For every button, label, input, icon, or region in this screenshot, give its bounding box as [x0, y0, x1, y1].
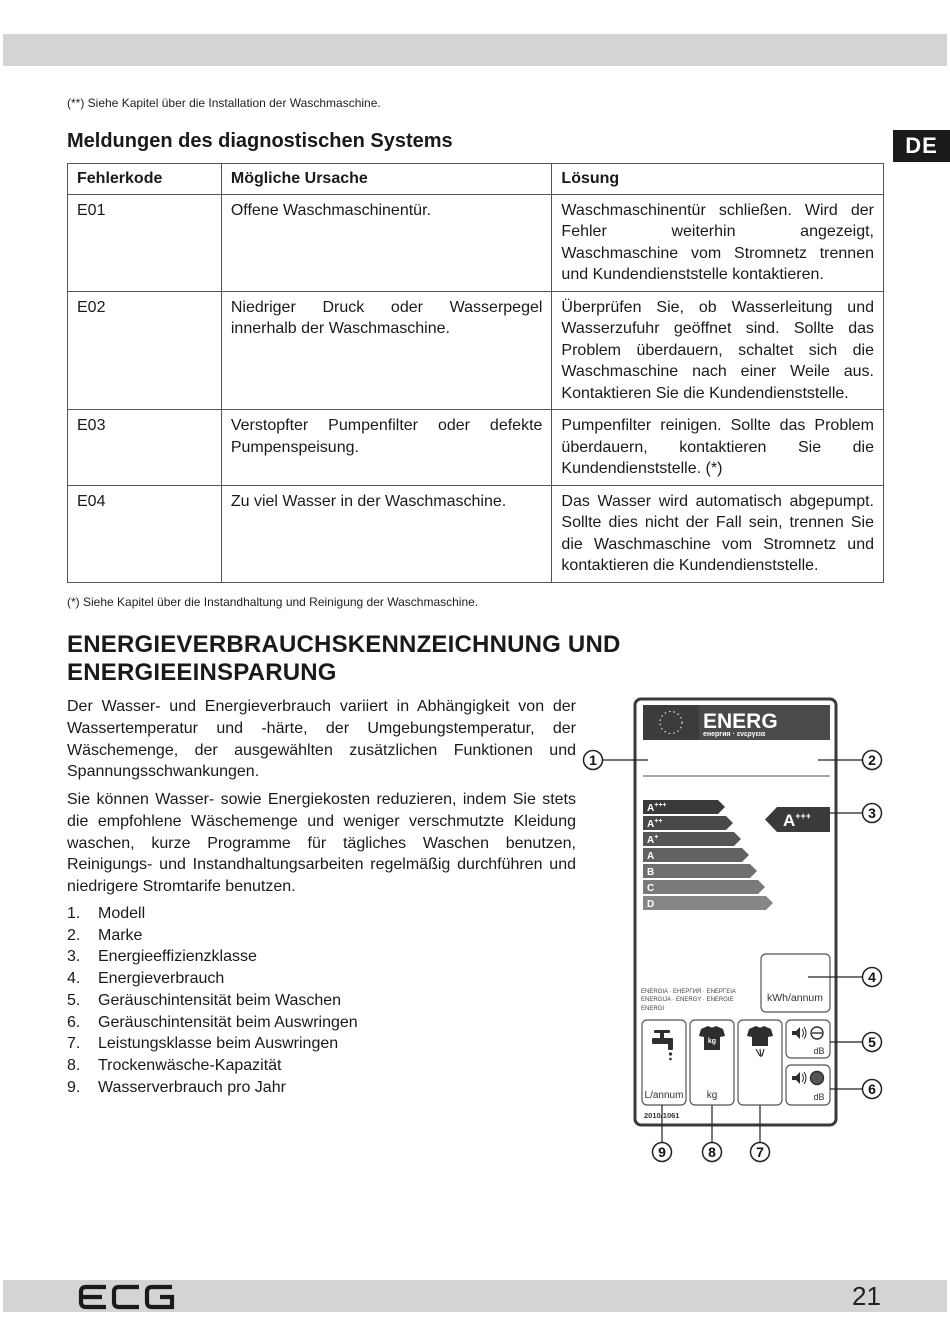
list-item-number: 5.: [67, 991, 81, 1009]
spin-noise-unit: dB: [813, 1092, 825, 1102]
header-bar: [3, 34, 947, 66]
column-header: Lösung: [552, 164, 884, 195]
error-code: E03: [68, 410, 222, 486]
error-solution: Das Wasser wird automatisch abgepumpt. Sollte dies nicht der Fall sein, trennen Sie die Waschmaschine vom Stromnetz und kontaktieren die Kundendienststelle.: [552, 485, 884, 582]
energy-title-line: ENERGIEEINSPARUNG: [67, 659, 337, 686]
maintenance-note: (*) Siehe Kapitel über die Instandhaltung und Reinigung der Waschmaschine.: [67, 595, 479, 609]
error-cause: Zu viel Wasser in der Waschmaschine.: [221, 485, 552, 582]
list-item: [67, 968, 358, 990]
list-item: [67, 1077, 358, 1099]
efficiency-class-label: C: [647, 883, 655, 894]
callout-number: 3: [868, 805, 876, 821]
rating-class: A: [783, 811, 796, 830]
efficiency-class-label: A+++: [647, 802, 667, 814]
energ-subtitle: енергия · ενεργεια: [703, 731, 766, 738]
regulation-number: 2010/1061: [644, 1111, 680, 1120]
shirt-kg-badge: kg: [707, 1038, 717, 1045]
error-cause: Verstopfter Pumpenfilter oder defekte Pumpenspeisung.: [221, 410, 552, 486]
table-row: [68, 291, 884, 410]
list-item-text: Leistungsklasse beim Auswringen: [98, 1035, 339, 1053]
energy-words: ENERGI: [641, 1006, 665, 1012]
error-solution: Überprüfen Sie, ob Wasserleitung und Wasserzufuhr geöffnet sind. Sollte das Problem überdauern, schaltet sich die Waschmaschine nach einer Weile aus. Kontaktieren Sie die Kundendienststelle.: [552, 291, 884, 410]
energy-label-diagram: [580, 690, 890, 1170]
table-row: [68, 194, 884, 291]
callout-number: 5: [868, 1034, 876, 1050]
callout-number: 6: [868, 1081, 876, 1097]
list-item-text: Marke: [98, 926, 143, 944]
error-code: E04: [68, 485, 222, 582]
callout-number: 2: [868, 752, 876, 768]
list-item: [67, 990, 358, 1012]
error-solution: Pumpenfilter reinigen. Sollte das Problem überdauern, kontaktieren Sie die Kundendienststelle. (*): [552, 410, 884, 486]
list-item-text: Energieeffizienzklasse: [98, 948, 257, 966]
eu-flag-icon: [643, 705, 699, 740]
error-code: E02: [68, 291, 222, 410]
energy-words: ENERGIA · ЕНЕРГИЯ · ΕΝΕΡΓΕΙΑ: [641, 989, 736, 995]
list-item-text: Modell: [98, 905, 146, 922]
list-item: [67, 1012, 358, 1034]
energy-words: ENERGIJA · ENERGY · ENERGIE: [641, 997, 734, 1003]
callout-number: 8: [708, 1144, 716, 1160]
error-solution: Waschmaschinentür schließen. Wird der Fehler weiterhin angezeigt, Waschmaschine vom Stromnetz trennen und Kundendienststelle kontaktieren.: [552, 194, 884, 291]
diagnostics-table: [67, 163, 884, 583]
energy-paragraph: Sie können Wasser- sowie Energiekosten reduzieren, indem Sie stets die empfohlene Wäschemenge und weniger verschmutzte Kleidung waschen, kurze Programme für tägliches Waschen benutzen, Reinigungs- und Instandhaltungsarbeiten regelmäßig durchführen und niedrigere Stromtarife benutzen.: [67, 791, 576, 896]
ecg-logo: [78, 1284, 176, 1310]
callout-number: 7: [756, 1144, 764, 1160]
list-item-text: Geräuschintensität beim Auswringen: [98, 1013, 358, 1031]
callout-number: 9: [658, 1144, 666, 1160]
table-row: [68, 410, 884, 486]
efficiency-class-label: D: [647, 899, 655, 910]
efficiency-class-bar: [643, 896, 773, 910]
list-item-number: 8.: [67, 1056, 81, 1074]
list-item-text: Wasserverbrauch pro Jahr: [98, 1078, 286, 1096]
efficiency-class-label: A+: [647, 834, 659, 846]
installation-note: (**) Siehe Kapitel über die Installation der Waschmaschine.: [67, 96, 381, 110]
callout-number: 4: [868, 969, 876, 985]
energy-title-line: ENERGIEVERBRAUCHSKENNZEICHNUNG UND: [67, 631, 621, 658]
list-item-text: Trockenwäsche-Kapazität: [98, 1056, 282, 1074]
energ-title: ENERG: [703, 710, 778, 733]
language-tab: DE: [893, 130, 950, 162]
energy-section-title: [67, 631, 667, 687]
column-header: Fehlerkode: [68, 164, 222, 195]
diagnostics-title: Meldungen des diagnostischen Systems: [67, 130, 453, 152]
list-item: [67, 925, 358, 947]
list-item-text: Geräuschintensität beim Waschen: [98, 991, 342, 1009]
table-header-row: [68, 164, 884, 195]
label-legend-list: [67, 903, 358, 1098]
efficiency-class-bar: [643, 848, 749, 862]
capacity-unit: kg: [706, 1090, 718, 1101]
efficiency-class-label: A++: [647, 818, 663, 830]
list-item-text: Energieverbrauch: [98, 970, 225, 988]
efficiency-class-label: A: [647, 851, 655, 862]
table-row: [68, 485, 884, 582]
list-item: [67, 946, 358, 968]
list-item-number: 6.: [67, 1013, 81, 1031]
efficiency-class-bar: [643, 864, 757, 878]
column-header: Mögliche Ursache: [221, 164, 552, 195]
list-item-number: 9.: [67, 1078, 81, 1096]
rating-plus: +++: [795, 811, 812, 821]
list-item-number: 3.: [67, 948, 81, 966]
callout-number: 1: [589, 752, 597, 768]
wash-noise-unit: dB: [813, 1046, 825, 1056]
energy-paragraph: Der Wasser- und Energieverbrauch variiert in Abhängigkeit von der Wassertemperatur und -härte, der Umgebungstemperatur, der Wäschemenge, der ausgewählten zusätzlichen Funktionen und Spannungsschwankungen.: [67, 698, 576, 781]
list-item-number: 2.: [67, 926, 81, 944]
efficiency-class-label: B: [647, 867, 655, 878]
kwh-unit: kWh/annum: [766, 992, 824, 1004]
list-item: [67, 1055, 358, 1077]
efficiency-class-bar: [643, 880, 765, 894]
list-item-number: 7.: [67, 1035, 81, 1053]
list-item: [67, 1033, 358, 1055]
list-item-number: 1.: [67, 905, 81, 922]
error-cause: Offene Waschmaschinentür.: [221, 194, 552, 291]
list-item-number: 4.: [67, 970, 81, 988]
list-item: [67, 903, 358, 925]
water-unit: L/annum: [644, 1090, 684, 1101]
page-number: 21: [852, 1281, 881, 1311]
error-cause: Niedriger Druck oder Wasserpegel innerhalb der Waschmaschine.: [221, 291, 552, 410]
error-code: E01: [68, 194, 222, 291]
